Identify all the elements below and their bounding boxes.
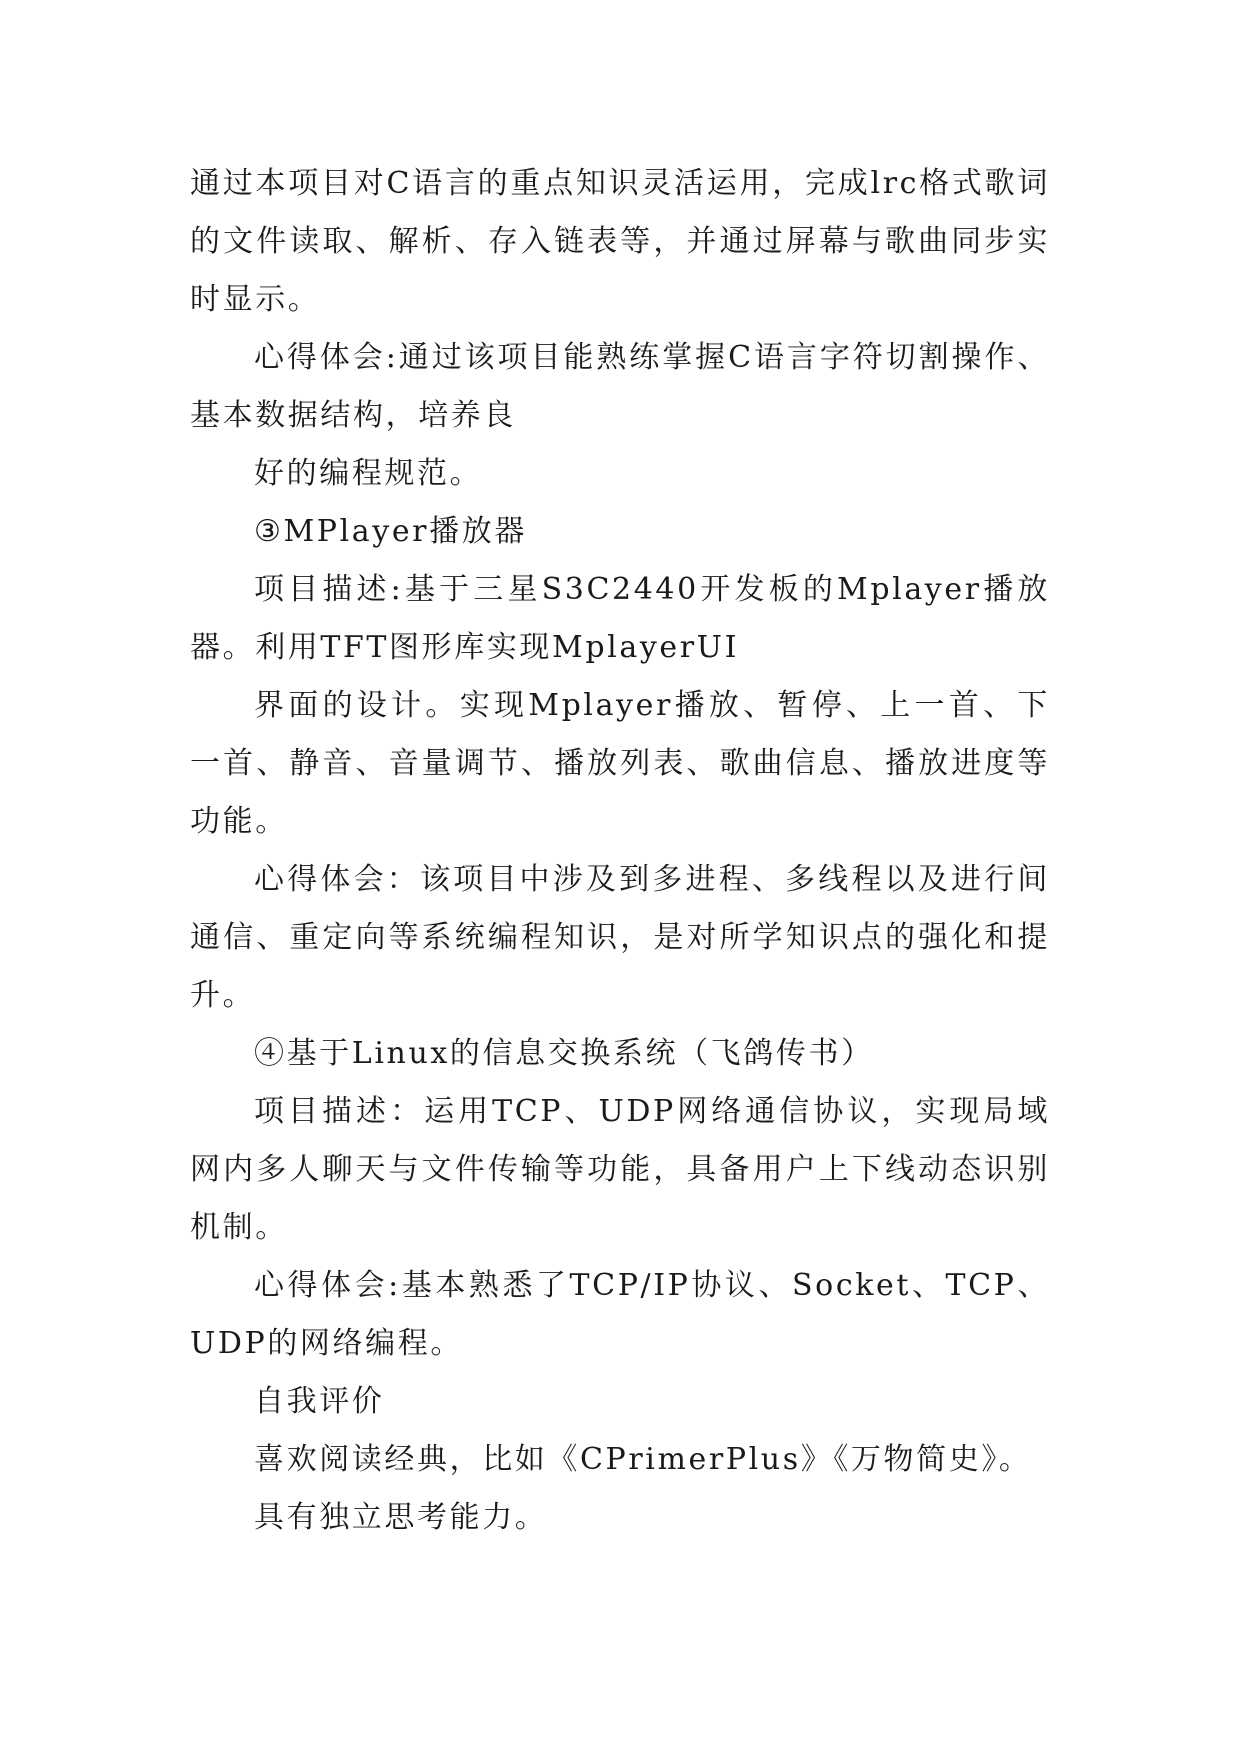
paragraph-lrc-description: 通过本项目对C语言的重点知识灵活运用，完成lrc格式歌词的文件读取、解析、存入链表等，并通过屏幕与歌曲同步实时显示。	[190, 166, 1050, 317]
section-heading-feige: ④基于Linux的信息交换系统（飞鸽传书）	[254, 1036, 874, 1071]
paragraph-thinking: 具有独立思考能力。	[254, 1500, 548, 1535]
paragraph-lrc-experience: 心得体会:通过该项目能熟练掌握C语言字符切割操作、基本数据结构，培养良	[190, 340, 1050, 433]
paragraph-mplayer-experience: 心得体会：该项目中涉及到多进程、多线程以及进行间通信、重定向等系统编程知识，是对所学知识点的强化和提升。	[190, 862, 1050, 1013]
paragraph-feige-description: 项目描述：运用TCP、UDP网络通信协议，实现局域网内多人聊天与文件传输等功能，具备用户上下线动态识别机制。	[190, 1094, 1050, 1245]
paragraph-lrc-experience-cont: 好的编程规范。	[254, 456, 483, 491]
paragraph-reading: 喜欢阅读经典，比如《CPrimerPlus》《万物简史》。	[254, 1442, 1032, 1477]
section-heading-self-evaluation: 自我评价	[254, 1384, 385, 1419]
paragraph-mplayer-features: 界面的设计。实现Mplayer播放、暂停、上一首、下一首、静音、音量调节、播放列表、歌曲信息、播放进度等功能。	[190, 688, 1050, 839]
document-page	[190, 155, 1050, 1547]
section-heading-mplayer: ③MPlayer播放器	[254, 514, 527, 549]
paragraph-feige-experience: 心得体会:基本熟悉了TCP/IP协议、Socket、TCP、UDP的网络编程。	[190, 1268, 1050, 1361]
paragraph-mplayer-description: 项目描述:基于三星S3C2440开发板的Mplayer播放器。利用TFT图形库实现MplayerUI	[190, 572, 1050, 665]
